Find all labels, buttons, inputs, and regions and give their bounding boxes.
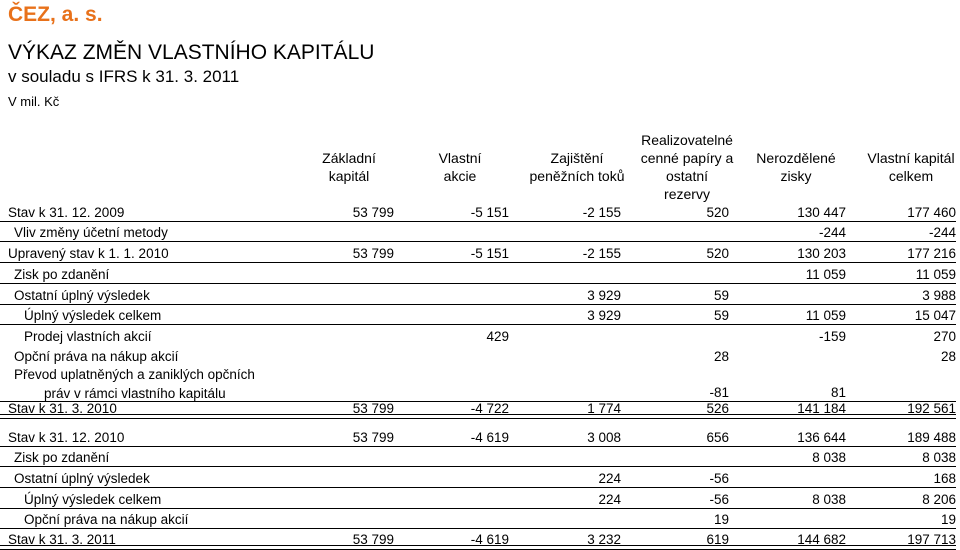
table-cell: -56 <box>709 492 729 507</box>
unit-label: V mil. Kč <box>8 94 60 109</box>
column-header <box>736 131 856 185</box>
table-cell: 8 206 <box>922 492 956 507</box>
table-cell: 53 799 <box>352 205 394 220</box>
table-cell: 28 <box>713 349 729 364</box>
column-header <box>627 131 747 203</box>
column-header-line: Zajištění <box>550 150 604 166</box>
table-cell: -2 155 <box>582 205 621 220</box>
column-header-line: Nerozdělené <box>756 150 836 166</box>
column-header-line: akcie <box>443 168 477 184</box>
row-label: Stav k 31. 12. 2010 <box>8 430 125 445</box>
column-header <box>517 131 637 185</box>
table-cell: 59 <box>713 308 729 323</box>
table-cell: 177 460 <box>907 205 956 220</box>
table-row <box>0 326 960 347</box>
table-row <box>0 243 960 264</box>
column-header-line: Vlastní <box>438 150 482 166</box>
column-header-line: Základní <box>322 150 376 166</box>
table-cell: 11 059 <box>915 267 956 282</box>
table-cell: 19 <box>940 512 956 527</box>
table-cell: -56 <box>709 471 729 486</box>
row-label-line: práv v rámci vlastního kapitálu <box>44 386 226 401</box>
table-cell: 53 799 <box>352 532 394 547</box>
column-header-line: Realizovatelné <box>641 132 733 148</box>
table-cell: 136 644 <box>797 430 846 445</box>
table-cell: 3 929 <box>587 288 621 303</box>
table-cell: 8 038 <box>812 450 846 465</box>
row-label: Prodej vlastních akcií <box>24 329 152 344</box>
table-cell: 177 216 <box>907 246 956 261</box>
table-cell: 8 038 <box>812 492 846 507</box>
table-cell: 81 <box>830 385 846 400</box>
table-cell: 53 799 <box>352 401 394 416</box>
column-header-line: cenné papíry a <box>640 150 734 166</box>
table-cell: 520 <box>706 205 729 220</box>
table-row <box>0 346 960 367</box>
table-row <box>0 305 960 326</box>
table-cell: 53 799 <box>352 246 394 261</box>
table-cell: 3 988 <box>922 288 956 303</box>
table-row <box>0 264 960 285</box>
table-cell: 144 682 <box>797 532 846 547</box>
table-cell: 130 203 <box>797 246 846 261</box>
column-header-line: ostatní <box>665 168 709 184</box>
row-label: Zisk po zdanění <box>14 450 110 465</box>
table-row <box>0 285 960 306</box>
table-row <box>0 509 960 530</box>
row-label: Ostatní úplný výsledek <box>14 288 150 303</box>
row-label: Úplný výsledek celkem <box>24 308 162 323</box>
table-cell: 619 <box>706 532 729 547</box>
table-cell: -5 151 <box>470 246 509 261</box>
table-cell: 224 <box>598 471 621 486</box>
report-subtitle: v souladu s IFRS k 31. 3. 2011 <box>8 67 240 86</box>
table-cell: -244 <box>818 225 846 240</box>
row-label: Opční práva na nákup akcií <box>24 512 189 527</box>
table-row <box>0 202 960 223</box>
table-cell: 19 <box>713 512 729 527</box>
table-cell: 520 <box>706 246 729 261</box>
table-row <box>0 222 960 243</box>
table-cell: 11 059 <box>805 308 846 323</box>
row-label: Úplný výsledek celkem <box>24 492 162 507</box>
row-label: Ostatní úplný výsledek <box>14 471 150 486</box>
table-cell: 224 <box>598 492 621 507</box>
table-cell: 270 <box>933 329 956 344</box>
table-cell: -2 155 <box>582 246 621 261</box>
table-cell: 656 <box>706 430 729 445</box>
row-label-line: Převod uplatněných a zaniklých opčních <box>14 367 255 382</box>
row-label: Stav k 31. 12. 2009 <box>8 205 125 220</box>
table-cell: 1 774 <box>587 401 621 416</box>
table-row <box>0 468 960 489</box>
column-header <box>400 131 520 185</box>
table-cell: 130 447 <box>797 205 846 220</box>
column-header-line: Vlastní kapitál <box>867 150 955 166</box>
table-cell: -4 619 <box>470 532 509 547</box>
table-cell: 53 799 <box>352 430 394 445</box>
table-cell: 429 <box>486 329 509 344</box>
table-cell: -81 <box>709 385 729 400</box>
column-header <box>851 131 960 185</box>
table-cell: 197 713 <box>907 532 956 547</box>
table-cell: 141 184 <box>797 401 846 416</box>
column-header <box>289 131 409 185</box>
table-cell: -4 722 <box>470 401 509 416</box>
column-header-line: rezervy <box>664 186 710 202</box>
table-row <box>0 398 960 419</box>
table-cell: 28 <box>940 349 956 364</box>
table-cell: 59 <box>713 288 729 303</box>
table-row <box>0 489 960 510</box>
table-cell: 3 929 <box>587 308 621 323</box>
column-header-line: kapitál <box>328 168 370 184</box>
table-cell: 526 <box>706 401 729 416</box>
table-cell: 11 059 <box>805 267 846 282</box>
table-cell: 189 488 <box>907 430 956 445</box>
row-label: Stav k 31. 3. 2011 <box>8 532 116 547</box>
table-cell: 192 561 <box>907 401 956 416</box>
row-label: Opční práva na nákup akcií <box>14 349 179 364</box>
table-cell: 15 047 <box>914 308 956 323</box>
table-row <box>0 427 960 448</box>
table-cell: -5 151 <box>470 205 509 220</box>
company-name: ČEZ, a. s. <box>8 3 103 26</box>
table-cell: 3 008 <box>587 430 621 445</box>
table-cell: -244 <box>928 225 956 240</box>
row-label: Vliv změny účetní metody <box>14 225 168 240</box>
table-cell: 3 232 <box>587 532 621 547</box>
column-header-line: celkem <box>888 168 934 184</box>
column-header-line: zisky <box>780 168 812 184</box>
row-label: Zisk po zdanění <box>14 267 110 282</box>
row-label: Upravený stav k 1. 1. 2010 <box>8 246 169 261</box>
row-label: Stav k 31. 3. 2010 <box>8 401 117 416</box>
column-header-line: peněžních toků <box>529 168 625 184</box>
table-row <box>0 529 960 550</box>
table-cell: 8 038 <box>922 450 956 465</box>
table-row <box>0 447 960 468</box>
table-cell: 168 <box>933 471 956 486</box>
table-cell: -159 <box>818 329 846 344</box>
report-title: VÝKAZ ZMĚN VLASTNÍHO KAPITÁLU <box>8 41 375 64</box>
table-cell: -4 619 <box>470 430 509 445</box>
